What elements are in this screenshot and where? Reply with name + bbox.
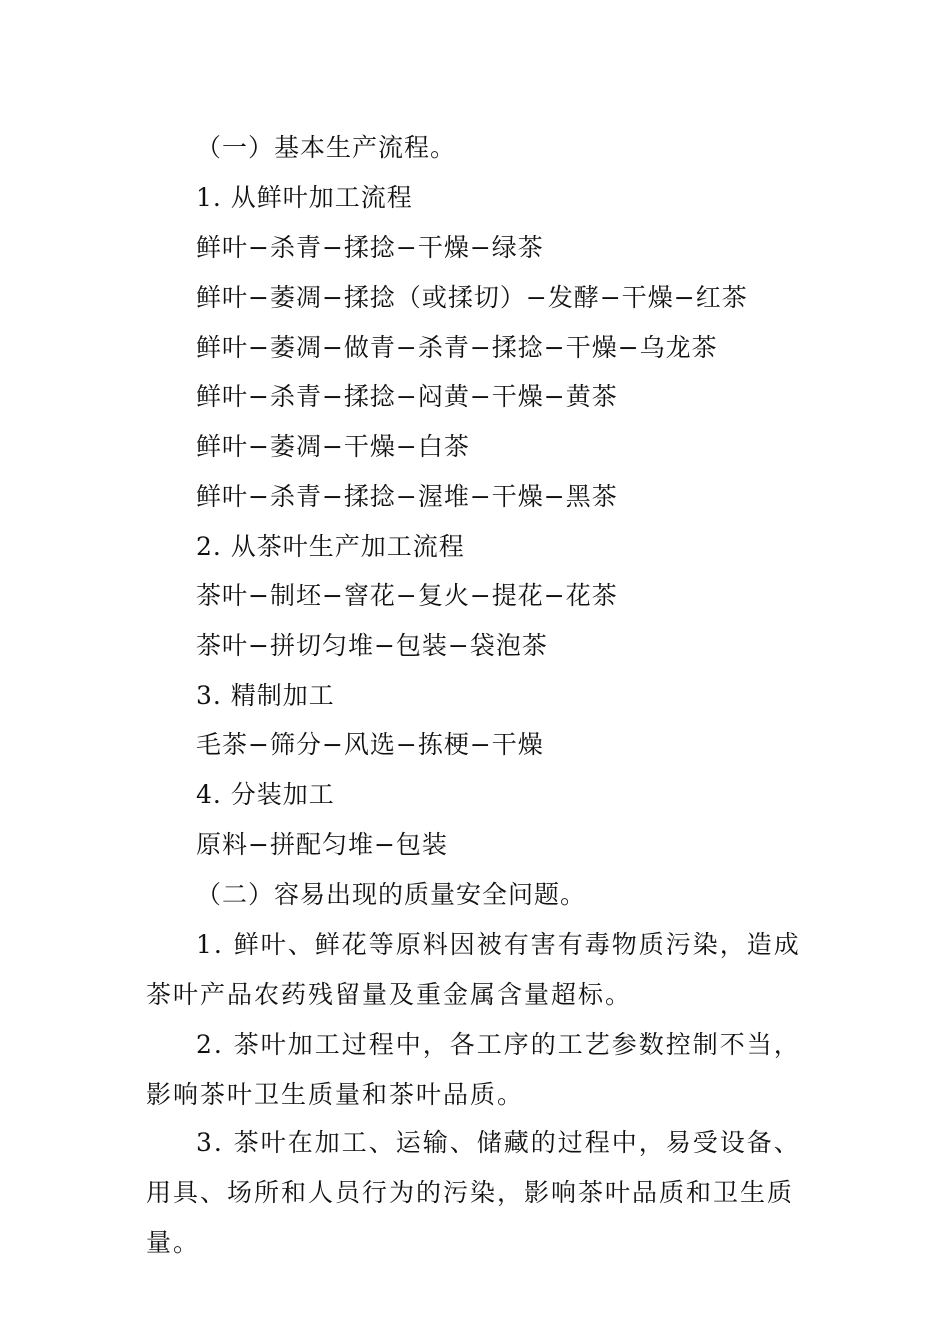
issue-paragraph: 2. 茶叶加工过程中，各工序的工艺参数控制不当，影响茶叶卫生质量和茶叶品质。 [146, 1030, 801, 1109]
process-line: 茶叶−制坯−窨花−复火−提花−花茶 [196, 581, 618, 610]
sub3-title: 3. 精制加工 [196, 681, 335, 710]
process-line: 鲜叶−萎凋−干燥−白茶 [196, 432, 470, 461]
sub4-title: 4. 分装加工 [196, 780, 335, 809]
process-line: 鲜叶−萎凋−做青−杀青−揉捻−干燥−乌龙茶 [196, 333, 718, 362]
process-line: 茶叶−拼切匀堆−包装−袋泡茶 [196, 631, 548, 660]
sub1-title: 1. 从鲜叶加工流程 [196, 183, 413, 212]
process-line: 鲜叶−杀青−揉捻−渥堆−干燥−黑茶 [196, 482, 618, 511]
sub2-title: 2. 从茶叶生产加工流程 [196, 532, 465, 561]
process-line: 鲜叶−杀青−揉捻−闷黄−干燥−黄茶 [196, 382, 618, 411]
issue-paragraph: 3. 茶叶在加工、运输、储藏的过程中，易受设备、用具、场所和人员行为的污染，影响茶叶品质和卫生质量。 [146, 1128, 801, 1257]
process-line: 原料−拼配匀堆−包装 [196, 830, 448, 859]
section1-heading: （一）基本生产流程。 [196, 133, 457, 162]
process-line: 鲜叶−杀青−揉捻−干燥−绿茶 [196, 233, 544, 262]
section2-heading: （二）容易出现的质量安全问题。 [196, 880, 587, 909]
process-line: 毛茶−筛分−风选−拣梗−干燥 [196, 730, 544, 759]
issue-paragraph: 1. 鲜叶、鲜花等原料因被有害有毒物质污染，造成茶叶产品农药残留量及重金属含量超标。 [146, 930, 801, 1009]
process-line: 鲜叶−萎凋−揉捻（或揉切）−发酵−干燥−红茶 [196, 283, 748, 312]
